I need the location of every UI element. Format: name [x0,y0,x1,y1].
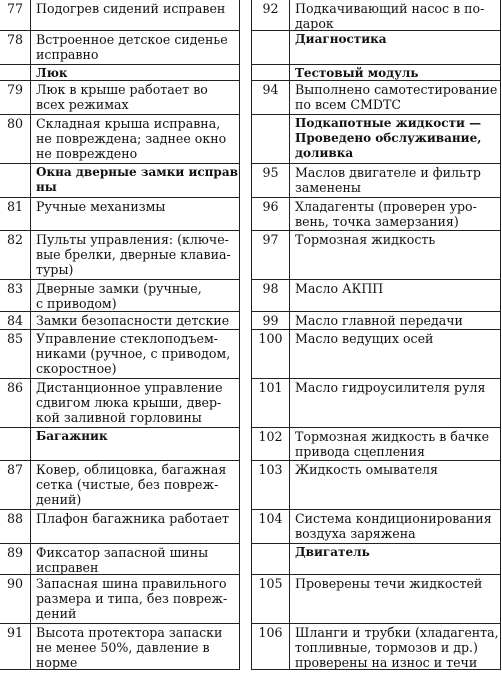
text-line: норме [36,655,78,669]
text-line: Замки безопасности детские [36,313,230,328]
row-number: 92 [251,0,290,30]
text-line: Люк в крыше работает во [36,82,208,97]
item-text [31,330,240,378]
row-number: 95 [251,164,290,197]
item-text [290,428,501,460]
item-text [290,198,501,230]
checklist-row [0,329,240,378]
text-line: Масло АКПП [295,281,384,296]
text-line: заменены [295,180,361,195]
item-text [31,624,240,669]
checklist-row [0,0,240,30]
text-line: дарок [295,16,334,30]
item-text [290,0,501,30]
item-text [31,81,240,114]
right-column [251,0,501,670]
text-line: вень, точка замерзания) [295,214,459,229]
text-line: Масло ведущих осей [295,331,434,346]
text-line: проверены на износ и течи [295,655,478,669]
row-number: 99 [251,312,290,329]
text-line: вые брелки, дверные клавиа- [36,247,231,262]
section-heading-row [0,64,240,80]
section-heading [31,65,240,80]
item-text [31,379,240,427]
left-column [0,0,240,670]
text-line: Подкапотные жидкости — [295,116,482,130]
section-heading [290,115,501,163]
text-line: Управление стеклоподъем- [36,331,219,346]
row-number [0,65,31,80]
row-number: 102 [251,428,290,460]
checklist-row [0,80,240,114]
row-number: 94 [251,81,290,114]
row-number: 79 [0,81,31,114]
checklist-row [251,197,501,230]
item-text [31,544,240,574]
checklist-row [251,574,501,623]
row-number [251,65,290,80]
text-line: Диагностика [295,32,387,46]
row-number [251,544,290,574]
checklist-row [251,378,501,427]
checklist-row [0,114,240,163]
text-line: привода сцепления [295,444,425,459]
item-text [290,280,501,311]
text-line: Тормозная жидкость [295,232,436,247]
item-text [31,312,240,329]
checklist-row [0,279,240,311]
row-number: 98 [251,280,290,311]
checklist-row [251,0,501,30]
section-heading [31,164,240,197]
item-text [290,510,501,543]
row-number: 105 [251,575,290,623]
item-text [290,330,501,378]
checklist-row [251,80,501,114]
text-line: кой заливной горловины [36,410,202,425]
section-heading-row [251,114,501,163]
checklist-row [0,30,240,64]
text-line: Тестовый модуль [295,66,419,80]
text-line: размера и типа, без повреж- [36,591,228,606]
item-text [31,0,240,30]
row-number: 77 [0,0,31,30]
checklist-row [0,543,240,574]
row-number [251,115,290,163]
row-number: 81 [0,198,31,230]
text-line: с приводом) [36,296,117,311]
item-text [290,461,501,509]
row-number: 100 [251,330,290,378]
item-text [31,510,240,543]
checklist-row [0,509,240,543]
text-line: Масло главной передачи [295,313,463,328]
text-line: Окна дверные замки исправ [36,165,238,179]
row-number: 91 [0,624,31,669]
row-number: 82 [0,231,31,279]
text-line: доливка [295,146,354,160]
text-line: скоростное) [36,361,117,376]
text-line: Подкачивающий насос в по- [295,1,485,16]
text-line: Багажник [36,429,108,443]
checklist-row [0,311,240,329]
checklist-row [251,279,501,311]
text-line: сетка (чистые, без повреж- [36,477,219,492]
row-number: 97 [251,231,290,279]
checklist-row [0,197,240,230]
checklist-row [0,378,240,427]
text-line: Складная крыша исправна, [36,116,221,131]
text-line: Плафон багажника работает [36,511,229,526]
item-text [290,575,501,623]
text-line: Проведено обслуживание, [295,131,482,145]
item-text [290,379,501,427]
row-number: 90 [0,575,31,623]
text-line: не повреждена; заднее окно [36,131,227,146]
item-text [290,81,501,114]
section-heading-row [0,427,240,460]
text-line: Масло гидроусилителя руля [295,380,486,395]
item-text [31,461,240,509]
text-line: Люк [36,66,68,80]
text-line: всех режимах [36,97,129,112]
row-number: 86 [0,379,31,427]
text-line: Шланги и трубки (хладагента, [295,625,499,640]
row-number: 85 [0,330,31,378]
row-number: 101 [251,379,290,427]
text-line: исправно [36,47,99,62]
text-line: туры) [36,262,74,277]
row-number [251,31,290,64]
checklist-row [251,623,501,669]
text-line: не менее 50%, давление в [36,640,210,655]
checklist-row [0,623,240,669]
text-line: сдвигом люка крыши, двер- [36,395,222,410]
item-text [290,231,501,279]
text-line: ны [36,180,57,194]
section-heading [290,544,501,574]
section-heading [31,428,240,460]
text-line: Хладагенты (проверен уро- [295,199,477,214]
text-line: Дверные замки (ручные, [36,281,202,296]
text-line: Тормозная жидкость в бачке [295,429,490,444]
text-line: топливные, тормозов и др.) [295,640,478,655]
text-line: Выполнено самотестирование [295,82,498,97]
text-line: Дистанционное управление [36,380,223,395]
checklist-row [251,427,501,460]
section-heading-row [251,543,501,574]
checklist-row [251,311,501,329]
text-line: Запасная шина правильного [36,576,227,591]
text-line: Проверены течи жидкостей [295,576,483,591]
item-text [31,115,240,163]
row-number [0,164,31,197]
text-line: Высота протектора запаски [36,625,223,640]
section-heading-row [0,163,240,197]
text-line: воздуха заряжена [295,526,416,541]
text-line: Жидкость омывателя [295,462,438,477]
item-text [31,31,240,64]
item-text [290,164,501,197]
text-line: никами (ручное, с приводом, [36,346,231,361]
checklist-row [251,329,501,378]
item-text [290,624,501,669]
text-line: не повреждено [36,146,138,161]
item-text [290,312,501,329]
row-number: 106 [251,624,290,669]
item-text [31,280,240,311]
text-line: по всем CMDTC [295,97,402,112]
row-number: 84 [0,312,31,329]
text-line: Система кондиционирования [295,511,492,526]
text-line: Двигатель [295,545,370,559]
item-text [31,575,240,623]
section-heading [290,31,501,64]
text-line: дений [36,606,77,621]
row-number: 89 [0,544,31,574]
item-text [31,231,240,279]
row-number [0,428,31,460]
checklist-row [0,574,240,623]
text-line: Ручные механизмы [36,199,166,214]
text-line: дений) [36,492,82,507]
text-line: Пульты управления: (ключе- [36,232,229,247]
checklist-row [0,460,240,509]
section-heading-row [251,64,501,80]
row-number: 83 [0,280,31,311]
row-number: 80 [0,115,31,163]
row-number: 104 [251,510,290,543]
checklist-row [251,509,501,543]
text-line: Подогрев сидений исправен [36,1,226,16]
section-heading [290,65,501,80]
row-number: 96 [251,198,290,230]
text-line: Фиксатор запасной шины [36,545,209,560]
checklist-row [251,163,501,197]
checklist-row [251,460,501,509]
row-number: 88 [0,510,31,543]
row-number: 87 [0,461,31,509]
text-line: Встроенное детское сиденье [36,32,228,47]
checklist-row [251,230,501,279]
checklist-row [0,230,240,279]
text-line: исправен [36,560,99,574]
item-text [31,198,240,230]
row-number: 78 [0,31,31,64]
row-number: 103 [251,461,290,509]
text-line: Маслов двигателе и фильтр [295,165,481,180]
section-heading-row [251,30,501,64]
text-line: Ковер, облицовка, багажная [36,462,227,477]
